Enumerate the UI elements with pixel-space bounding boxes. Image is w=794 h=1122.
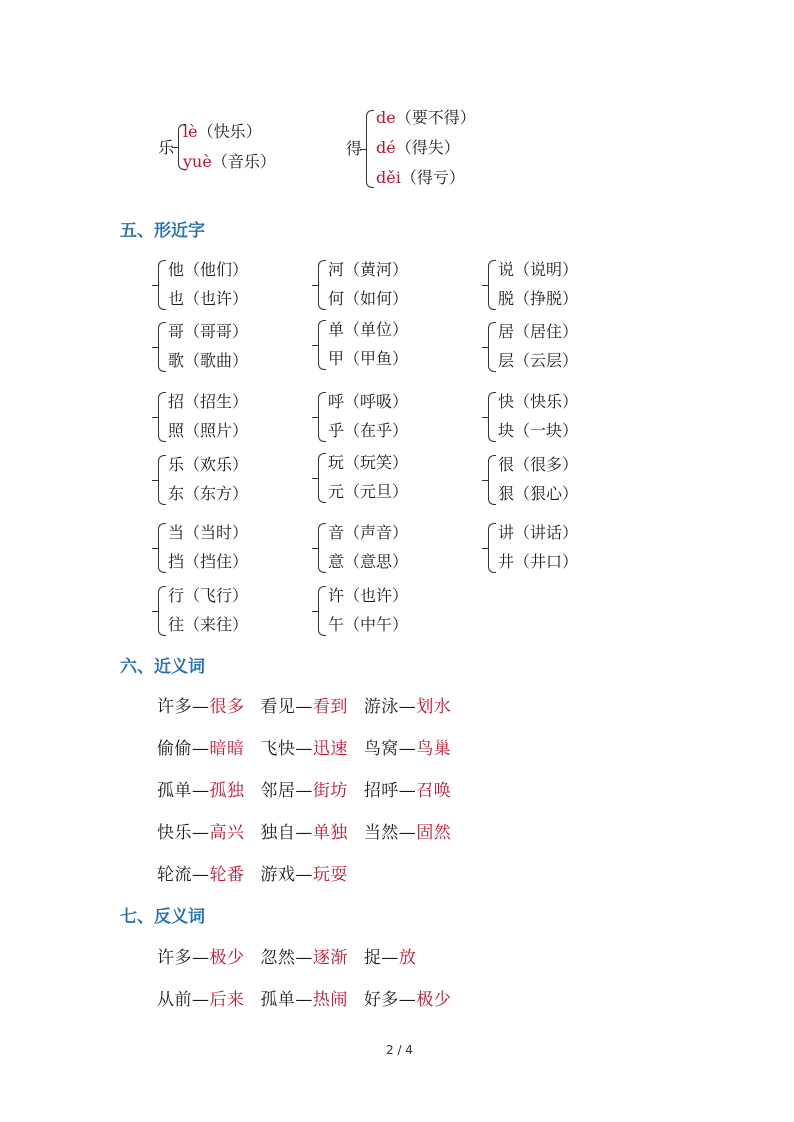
word-pair: 好多—极少 — [363, 990, 452, 1010]
pair-line: 也（也许） — [168, 289, 249, 308]
synonym-row — [157, 692, 461, 717]
brace — [158, 586, 166, 636]
brace — [318, 586, 326, 636]
page-number: 2 / 4 — [386, 1043, 413, 1057]
brace — [158, 260, 166, 310]
word-pair: 孤单—孤独 — [157, 781, 245, 801]
char-pair — [158, 258, 278, 312]
char-pair — [488, 258, 608, 312]
section-heading: 七、反义词 — [120, 907, 205, 927]
pair-line: 狠（狠心） — [498, 484, 579, 503]
word-pair: 游戏—玩耍 — [260, 865, 348, 885]
pair-line: 甲（甲鱼） — [328, 349, 409, 368]
pair-line: 招（招生） — [168, 392, 249, 411]
char-pair — [318, 258, 438, 312]
polyphone-de — [346, 104, 506, 194]
char-pair — [158, 320, 278, 374]
pair-line: 讲（讲话） — [498, 523, 579, 542]
word-pair: 游泳—划水 — [363, 697, 452, 717]
brace — [488, 523, 496, 573]
char-pair — [318, 451, 438, 505]
pair-line: 挡（挡住） — [168, 552, 249, 571]
word-pair: 从前—后来 — [157, 990, 245, 1010]
antonym-row — [157, 943, 426, 968]
pair-line: 层（云层） — [498, 351, 579, 370]
section-heading: 五、形近字 — [120, 221, 205, 241]
char-pair — [158, 453, 278, 507]
pair-line: 他（他们） — [168, 260, 249, 279]
word-pair: 鸟窝—鸟巢 — [363, 739, 452, 759]
word-pair: 捉—放 — [363, 948, 417, 968]
pair-line: 往（来往） — [168, 615, 249, 634]
word-pair: 独自—单独 — [260, 823, 348, 843]
reading-line: lè（快乐） — [183, 122, 262, 141]
antonym-row — [157, 985, 461, 1010]
brace — [318, 392, 326, 442]
brace — [366, 110, 374, 188]
pair-line: 单（单位） — [328, 320, 409, 339]
pair-line: 许（也许） — [328, 586, 409, 605]
word-pair: 看见—看到 — [260, 697, 348, 717]
word-pair: 偷偷—暗暗 — [157, 739, 245, 759]
pair-line: 东（东方） — [168, 484, 249, 503]
reading-line: de（要不得） — [376, 108, 476, 127]
brace — [158, 523, 166, 573]
char-pair — [318, 318, 438, 372]
brace — [158, 455, 166, 505]
brace — [318, 523, 326, 573]
polyphone-char: 乐 — [158, 138, 175, 157]
word-pair: 飞快—迅速 — [260, 739, 348, 759]
pair-line: 哥（哥哥） — [168, 322, 249, 341]
brace — [488, 455, 496, 505]
word-pair: 孤单—热闹 — [260, 990, 348, 1010]
reading-line: yuè（音乐） — [183, 152, 276, 171]
brace — [318, 453, 326, 503]
char-pair — [488, 320, 608, 374]
char-pair — [158, 390, 278, 444]
pair-line: 音（声音） — [328, 523, 409, 542]
brace — [488, 322, 496, 372]
brace — [318, 320, 326, 370]
pair-line: 井（井口） — [498, 552, 579, 571]
synonym-row — [157, 734, 461, 759]
reading-line: děi（得亏） — [376, 168, 465, 187]
polyphone-char: 得 — [346, 139, 363, 158]
pair-line: 快（快乐） — [498, 392, 579, 411]
char-pair — [318, 390, 438, 444]
pair-line: 当（当时） — [168, 523, 249, 542]
synonym-row — [157, 776, 461, 801]
word-pair: 快乐—高兴 — [157, 823, 245, 843]
word-pair: 忽然—逐渐 — [260, 948, 348, 968]
pair-line: 歌（歌曲） — [168, 351, 249, 370]
pair-line: 玩（玩笑） — [328, 453, 409, 472]
pair-line: 乐（欢乐） — [168, 455, 249, 474]
word-pair: 轮流—轮番 — [157, 865, 245, 885]
synonym-row — [157, 818, 461, 843]
brace — [488, 260, 496, 310]
pair-line: 说（说明） — [498, 260, 579, 279]
brace — [158, 392, 166, 442]
brace — [318, 260, 326, 310]
pair-line: 午（中午） — [328, 615, 409, 634]
brace — [158, 322, 166, 372]
char-pair — [158, 584, 278, 638]
brace — [488, 392, 496, 442]
pair-line: 乎（在乎） — [328, 421, 409, 440]
pair-line: 何（如何） — [328, 289, 409, 308]
section-heading: 六、近义词 — [120, 657, 205, 677]
pair-line: 元（元旦） — [328, 482, 409, 501]
char-pair — [488, 390, 608, 444]
polyphone-le — [158, 118, 298, 178]
pair-line: 居（居住） — [498, 322, 579, 341]
word-pair: 当然—固然 — [363, 823, 452, 843]
word-pair: 招呼—召唤 — [363, 781, 452, 801]
char-pair — [488, 521, 608, 575]
word-pair: 邻居—街坊 — [260, 781, 348, 801]
reading-line: dé（得失） — [376, 138, 460, 157]
synonym-row — [157, 860, 358, 885]
pair-line: 呼（呼吸） — [328, 392, 409, 411]
pair-line: 块（一块） — [498, 421, 579, 440]
word-pair: 许多—很多 — [157, 697, 245, 717]
pair-line: 照（照片） — [168, 421, 249, 440]
pair-line: 很（很多） — [498, 455, 579, 474]
char-pair — [318, 584, 438, 638]
char-pair — [488, 453, 608, 507]
pair-line: 河（黄河） — [328, 260, 409, 279]
pair-line: 行（飞行） — [168, 586, 249, 605]
pair-line: 脱（挣脱） — [498, 289, 579, 308]
pair-line: 意（意思） — [328, 552, 409, 571]
char-pair — [158, 521, 278, 575]
char-pair — [318, 521, 438, 575]
word-pair: 许多—极少 — [157, 948, 245, 968]
